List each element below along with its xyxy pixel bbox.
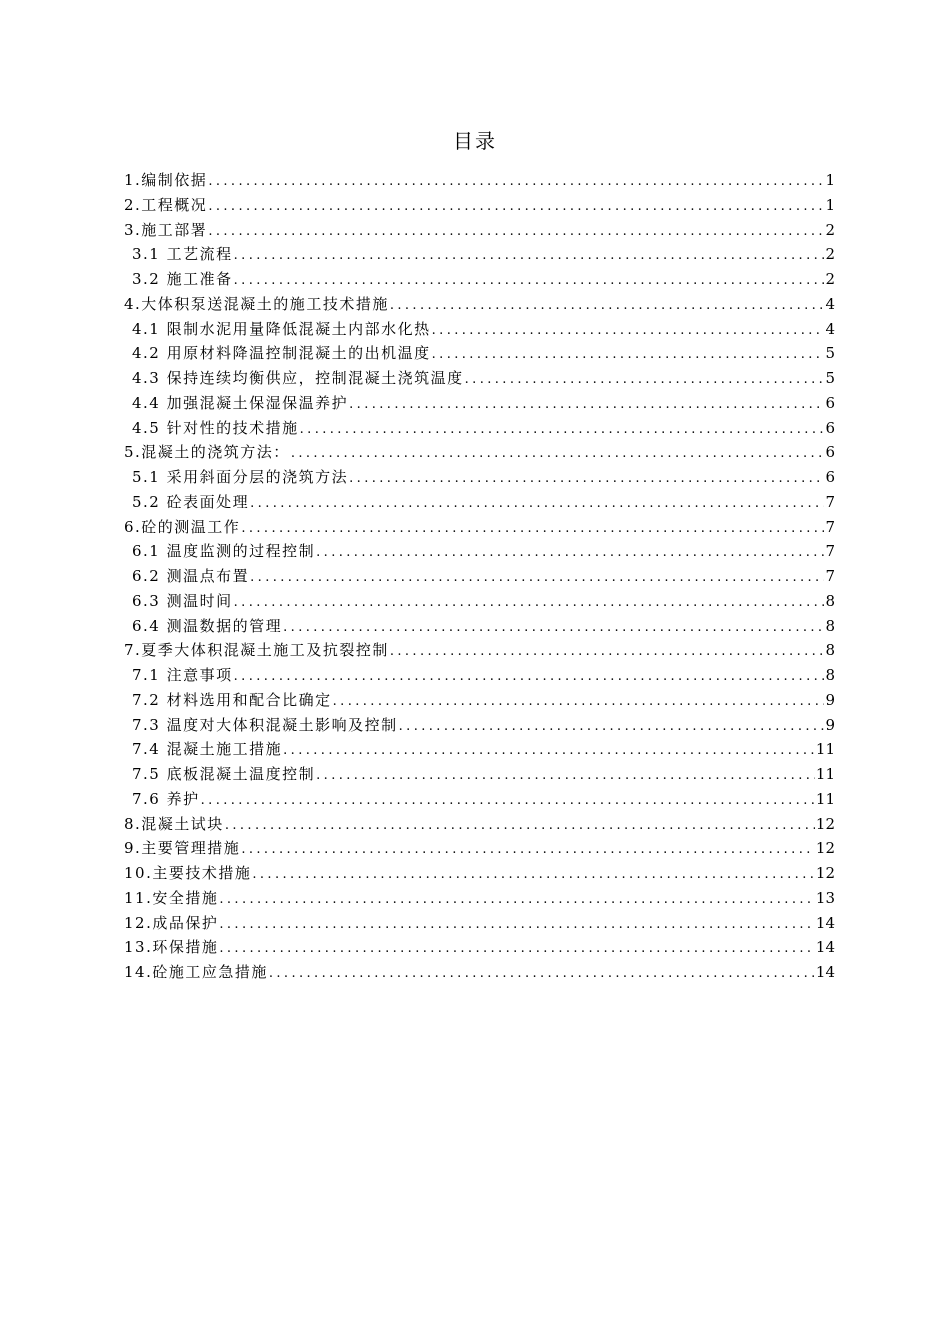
toc-leader-dots <box>349 393 824 418</box>
toc-entry-label[interactable]: 7.6 养护 <box>132 789 200 808</box>
toc-entry-label[interactable]: 7.1 注意事项 <box>132 666 233 684</box>
toc-leader-dots <box>234 269 825 294</box>
toc-leader-dots <box>201 789 815 814</box>
toc-entry-label[interactable]: 6.砼的测温工作 <box>124 517 241 536</box>
toc-leader-dots <box>208 195 824 220</box>
toc-page-number: 9 <box>825 690 835 709</box>
toc-leader-dots <box>333 690 825 715</box>
toc-entry-label[interactable]: 5.混凝土的浇筑方法： <box>124 443 290 462</box>
toc-entry-label[interactable]: 4.2 用原材料降温控制混凝土的出机温度 <box>132 344 431 363</box>
toc-entry[interactable] <box>124 836 835 861</box>
toc-page-number: 4 <box>825 294 835 313</box>
toc-page-number: 11 <box>815 765 835 783</box>
toc-entry-label[interactable]: 3.1 工艺流程 <box>132 245 233 264</box>
toc-leader-dots <box>234 244 825 269</box>
toc-entry[interactable] <box>124 935 835 960</box>
toc-leader-dots <box>208 220 824 245</box>
toc-page-number: 12 <box>815 864 835 882</box>
toc-leader-dots <box>283 616 824 641</box>
toc-subentry[interactable] <box>124 267 835 292</box>
toc-leader-dots <box>269 962 815 987</box>
toc-page-number: 7 <box>825 492 835 511</box>
toc-page-number: 11 <box>815 789 835 808</box>
toc-leader-dots <box>390 294 825 319</box>
toc-subentry[interactable] <box>124 341 835 366</box>
toc-entry[interactable] <box>124 861 835 886</box>
toc-subentry[interactable] <box>124 539 835 564</box>
toc-page-number: 7 <box>825 517 835 536</box>
toc-leader-dots <box>234 591 825 616</box>
table-of-contents <box>124 168 835 985</box>
toc-entry-label[interactable]: 10.主要技术措施 <box>124 864 252 882</box>
page-title: 目录 <box>453 129 497 153</box>
toc-page-number: 4 <box>825 319 835 338</box>
toc-leader-dots <box>432 343 825 368</box>
toc-entry[interactable] <box>124 638 835 663</box>
toc-entry-label[interactable]: 12.成品保护 <box>124 913 219 932</box>
toc-entry[interactable] <box>124 168 835 193</box>
toc-page-number: 5 <box>825 369 835 387</box>
toc-page-number: 12 <box>815 839 835 858</box>
toc-page-number: 8 <box>825 591 835 610</box>
toc-page-number: 8 <box>825 666 835 684</box>
toc-subentry[interactable] <box>124 688 835 713</box>
toc-subentry[interactable] <box>124 490 835 515</box>
toc-leader-dots <box>399 715 825 740</box>
toc-entry-label[interactable]: 5.2 砼表面处理 <box>132 492 250 511</box>
toc-page-number: 14 <box>815 938 835 957</box>
toc-page-number: 2 <box>825 220 835 239</box>
toc-page-number: 7 <box>825 567 835 585</box>
toc-subentry[interactable] <box>124 242 835 267</box>
toc-page-number: 1 <box>825 171 835 189</box>
toc-page-number: 6 <box>825 468 835 486</box>
toc-entry-label[interactable]: 8.混凝土试块 <box>124 814 224 833</box>
toc-entry-label[interactable]: 3.2 施工准备 <box>132 270 233 288</box>
toc-entry[interactable] <box>124 812 835 837</box>
toc-leader-dots <box>283 739 815 764</box>
toc-page-number: 11 <box>815 740 835 759</box>
toc-page-number: 8 <box>825 616 835 635</box>
toc-entry[interactable] <box>124 218 835 243</box>
toc-leader-dots <box>465 368 825 393</box>
toc-entry-label[interactable]: 4.5 针对性的技术措施 <box>132 418 299 437</box>
toc-leader-dots <box>225 814 815 839</box>
toc-subentry[interactable] <box>124 589 835 614</box>
toc-entry-label[interactable]: 4.大体积泵送混凝土的施工技术措施 <box>124 294 389 313</box>
toc-entry[interactable] <box>124 440 835 465</box>
toc-entry-label[interactable]: 6.4 测温数据的管理 <box>132 616 283 635</box>
toc-page-number: 8 <box>825 641 835 660</box>
toc-entry-label[interactable]: 4.1 限制水泥用量降低混凝土内部水化热 <box>132 319 431 338</box>
toc-entry-label[interactable]: 14.砼施工应急措施 <box>124 963 268 981</box>
toc-subentry[interactable] <box>124 317 835 342</box>
toc-page-number: 9 <box>825 715 835 734</box>
toc-leader-dots <box>241 517 824 542</box>
toc-page-number: 5 <box>825 344 835 363</box>
toc-entry[interactable] <box>124 911 835 936</box>
toc-entry-label[interactable]: 7.夏季大体积混凝土施工及抗裂控制 <box>124 641 389 660</box>
toc-leader-dots <box>291 442 825 467</box>
toc-entry-label[interactable]: 5.1 采用斜面分层的浇筑方法 <box>132 468 349 486</box>
toc-subentry[interactable] <box>124 737 835 762</box>
toc-leader-dots <box>349 467 824 492</box>
toc-entry[interactable] <box>124 960 835 985</box>
toc-entry-label[interactable]: 4.4 加强混凝土保湿保温养护 <box>132 393 349 412</box>
toc-leader-dots <box>219 888 815 913</box>
toc-entry-label[interactable]: 7.3 温度对大体积混凝土影响及控制 <box>132 715 398 734</box>
toc-subentry[interactable] <box>124 663 835 688</box>
toc-entry-label[interactable]: 7.2 材料选用和配合比确定 <box>132 690 332 709</box>
toc-subentry[interactable] <box>124 391 835 416</box>
toc-subentry[interactable] <box>124 416 835 441</box>
toc-page-number: 2 <box>825 245 835 264</box>
toc-subentry[interactable] <box>124 762 835 787</box>
toc-entry-label[interactable]: 4.3 保持连续均衡供应，控制混凝土浇筑温度 <box>132 369 464 387</box>
toc-leader-dots <box>250 492 824 517</box>
toc-leader-dots <box>316 764 815 789</box>
toc-entry[interactable] <box>124 886 835 911</box>
toc-page-number: 13 <box>815 888 835 907</box>
toc-entry[interactable] <box>124 292 835 317</box>
toc-subentry[interactable] <box>124 713 835 738</box>
toc-entry[interactable] <box>124 193 835 218</box>
toc-leader-dots <box>300 418 825 443</box>
toc-page-number: 7 <box>825 542 835 561</box>
toc-entry-label[interactable]: 6.1 温度监测的过程控制 <box>132 542 316 561</box>
toc-entry-label[interactable]: 9.主要管理措施 <box>124 839 241 858</box>
toc-page-number: 12 <box>815 814 835 833</box>
toc-subentry[interactable] <box>124 787 835 812</box>
toc-subentry[interactable] <box>124 564 835 589</box>
toc-entry[interactable] <box>124 515 835 540</box>
toc-entry-label[interactable]: 6.2 测温点布置 <box>132 567 250 585</box>
toc-leader-dots <box>390 640 825 665</box>
toc-page-number: 6 <box>825 393 835 412</box>
toc-leader-dots <box>316 541 824 566</box>
toc-entry-label[interactable]: 2.工程概况 <box>124 195 208 214</box>
toc-page-number: 6 <box>825 418 835 437</box>
toc-leader-dots <box>250 566 824 591</box>
toc-entry-label[interactable]: 13.环保措施 <box>124 938 219 957</box>
toc-subentry[interactable] <box>124 366 835 391</box>
toc-page-number: 14 <box>815 963 835 981</box>
toc-leader-dots <box>219 937 815 962</box>
toc-leader-dots <box>208 170 824 195</box>
toc-leader-dots <box>252 863 815 888</box>
toc-page-number: 14 <box>815 913 835 932</box>
toc-page-number: 2 <box>825 270 835 288</box>
toc-leader-dots <box>234 665 825 690</box>
toc-leader-dots <box>241 838 815 863</box>
toc-entry-label[interactable]: 11.安全措施 <box>124 888 219 907</box>
toc-page-number: 1 <box>825 195 835 214</box>
toc-subentry[interactable] <box>124 465 835 490</box>
toc-entry-label[interactable]: 7.4 混凝土施工措施 <box>132 740 283 759</box>
toc-leader-dots <box>432 319 825 344</box>
toc-subentry[interactable] <box>124 614 835 639</box>
toc-entry-label[interactable]: 3.施工部署 <box>124 220 208 239</box>
toc-entry-label[interactable]: 7.5 底板混凝土温度控制 <box>132 765 316 783</box>
toc-entry-label[interactable]: 1.编制依据 <box>124 171 208 189</box>
toc-page-number: 6 <box>825 443 835 462</box>
toc-leader-dots <box>219 913 815 938</box>
toc-entry-label[interactable]: 6.3 测温时间 <box>132 591 233 610</box>
